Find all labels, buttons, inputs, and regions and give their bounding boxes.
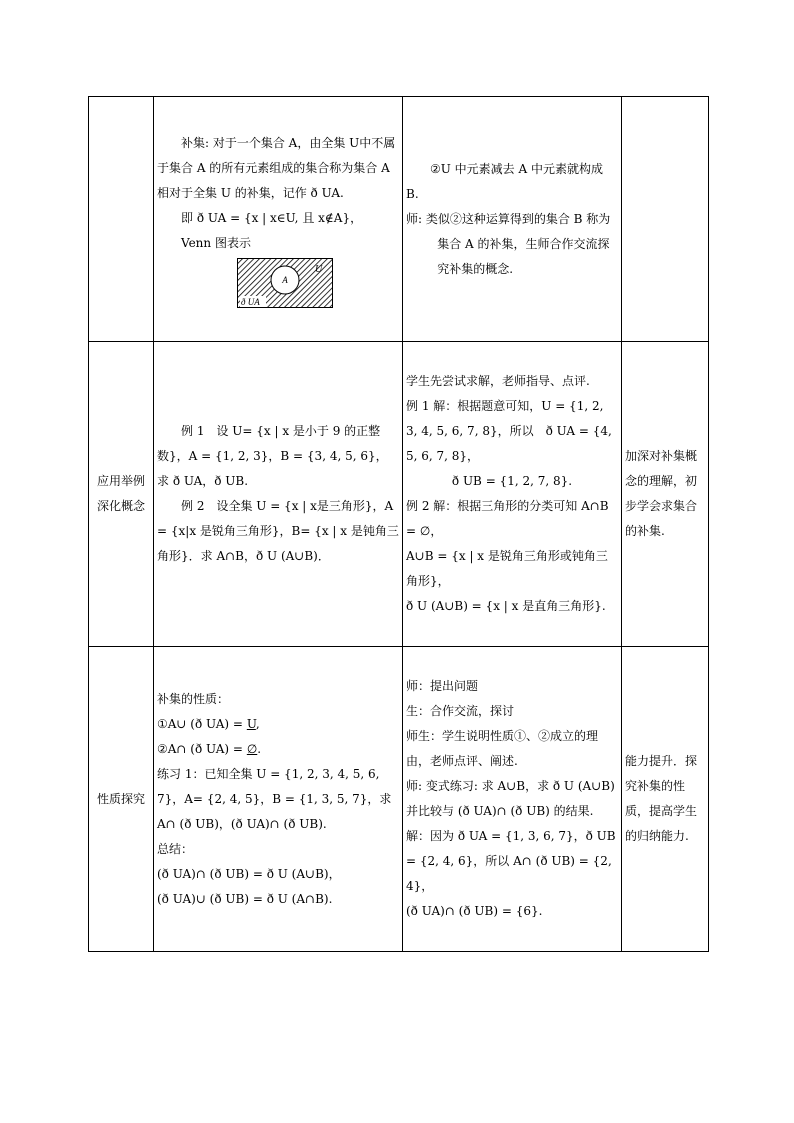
activity-line: 生：合作交流，探讨 bbox=[406, 704, 515, 718]
activity-line: ð UB = {1, 2, 7, 8}. bbox=[451, 474, 573, 488]
stage-cell: 性质探究 bbox=[89, 647, 154, 952]
universal-set-label: U bbox=[315, 263, 323, 275]
activity-line: A∪B = {x | x 是锐角三角形或钝角三角形}， bbox=[406, 549, 608, 588]
activity-line: 师: 变式练习: 求 A∪B，求 ð U (A∪B) 并比较与 (ð UA)∩ (ð UB) 的结果. bbox=[406, 779, 615, 818]
activity-line: 师: 类似②这种运算得到的集合 B 称为集合 A 的补集，生师合作交流探究补集的概念. bbox=[406, 211, 611, 276]
activity-cell bbox=[403, 342, 622, 647]
content-cell bbox=[154, 342, 403, 647]
example-2: 例 2 设全集 U = {x | x是三角形}，A = {x|x 是锐角三角形}，B= {x | x 是钝角三角形}．求 A∩B，ð U (A∪B)． bbox=[157, 499, 399, 563]
complement-label: ð UA bbox=[241, 296, 260, 307]
activity-line: ②U 中元素减去 A 中元素就构成 B. bbox=[406, 161, 603, 201]
intent-cell: 能力提升．探究补集的性质，提高学生的归纳能力. bbox=[622, 647, 709, 952]
table-row-complement-definition bbox=[89, 97, 709, 342]
activity-cell bbox=[403, 97, 622, 342]
summary-law-2: (ð UA)∪ (ð UB) = ð U (A∩B). bbox=[157, 891, 333, 906]
table-row-properties bbox=[89, 647, 709, 952]
property-2-end: . bbox=[257, 741, 262, 756]
activity-line: ð U (A∪B) = {x | x 是直角三角形}. bbox=[406, 599, 606, 613]
stage-cell bbox=[89, 97, 154, 342]
activity-cell bbox=[403, 647, 622, 952]
exercise-1: 练习 1：已知全集 U = {1, 2, 3, 4, 5, 6, 7}，A= {2, 4, 5}，B = {1, 3, 5, 7}，求 A∩ (ð UB)，(ð UA)∩ (ð UB). bbox=[157, 766, 392, 831]
property-heading: 补集的性质： bbox=[157, 691, 230, 706]
lesson-table bbox=[88, 96, 709, 952]
property-1 bbox=[157, 712, 399, 737]
property-2 bbox=[157, 737, 399, 762]
intent-cell: 加深对补集概念的理解，初步学会求集合的补集. bbox=[622, 342, 709, 647]
stage-cell: 应用举例深化概念 bbox=[89, 342, 154, 647]
set-a-label: A bbox=[282, 274, 288, 285]
activity-line: 师：提出问题 bbox=[406, 679, 479, 693]
activity-line: 例 2 解：根据三角形的分类可知 A∩B = ∅， bbox=[406, 499, 609, 538]
property-1-expr: ①A∪ (ð UA) = bbox=[157, 716, 243, 731]
content-cell bbox=[154, 97, 403, 342]
activity-line: 例 1 解：根据题意可知，U = {1, 2, 3, 4, 5, 6, 7, 8}，所以 ð UA = {4, 5, 6, 7, 8}， bbox=[406, 399, 612, 463]
summary-heading: 总结： bbox=[157, 841, 194, 856]
venn-diagram-wrap bbox=[157, 256, 399, 308]
complement-formula: 即 ð UA = {x | x∈U, 且 x∉A}， bbox=[181, 210, 363, 225]
table-row-examples bbox=[89, 342, 709, 647]
content-cell bbox=[154, 647, 403, 952]
property-1-end: , bbox=[255, 716, 260, 731]
property-2-answer: ∅ bbox=[246, 741, 258, 756]
activity-line: (ð UA)∩ (ð UB) = {6}. bbox=[406, 904, 543, 918]
venn-diagram bbox=[237, 258, 333, 308]
property-1-answer: U bbox=[246, 716, 256, 731]
activity-line: 学生先尝试求解，老师指导、点评. bbox=[406, 374, 590, 388]
activity-line: 解：因为 ð UA = {1, 3, 6, 7}，ð UB = {2, 4, 6}，所以 A∩ (ð UB) = {2, 4}， bbox=[406, 829, 616, 893]
complement-definition: 补集: 对于一个集合 A，由全集 U中不属于集合 A 的所有元素组成的集合称为集合 A 相对于全集 U 的补集，记作 ð UA. bbox=[157, 135, 396, 200]
activity-line: 师生：学生说明性质①、②成立的理由，老师点评、阐述. bbox=[406, 729, 599, 768]
property-2-expr: ②A∩ (ð UA) = bbox=[157, 741, 243, 756]
summary-law-1: (ð UA)∩ (ð UB) = ð U (A∪B)， bbox=[157, 866, 341, 881]
intent-cell bbox=[622, 97, 709, 342]
example-1: 例 1 设 U= {x | x 是小于 9 的正整数}，A = {1, 2, 3}，B = {3, 4, 5, 6}，求 ð UA，ð UB. bbox=[157, 424, 388, 488]
venn-caption: Venn 图表示 bbox=[181, 235, 251, 250]
